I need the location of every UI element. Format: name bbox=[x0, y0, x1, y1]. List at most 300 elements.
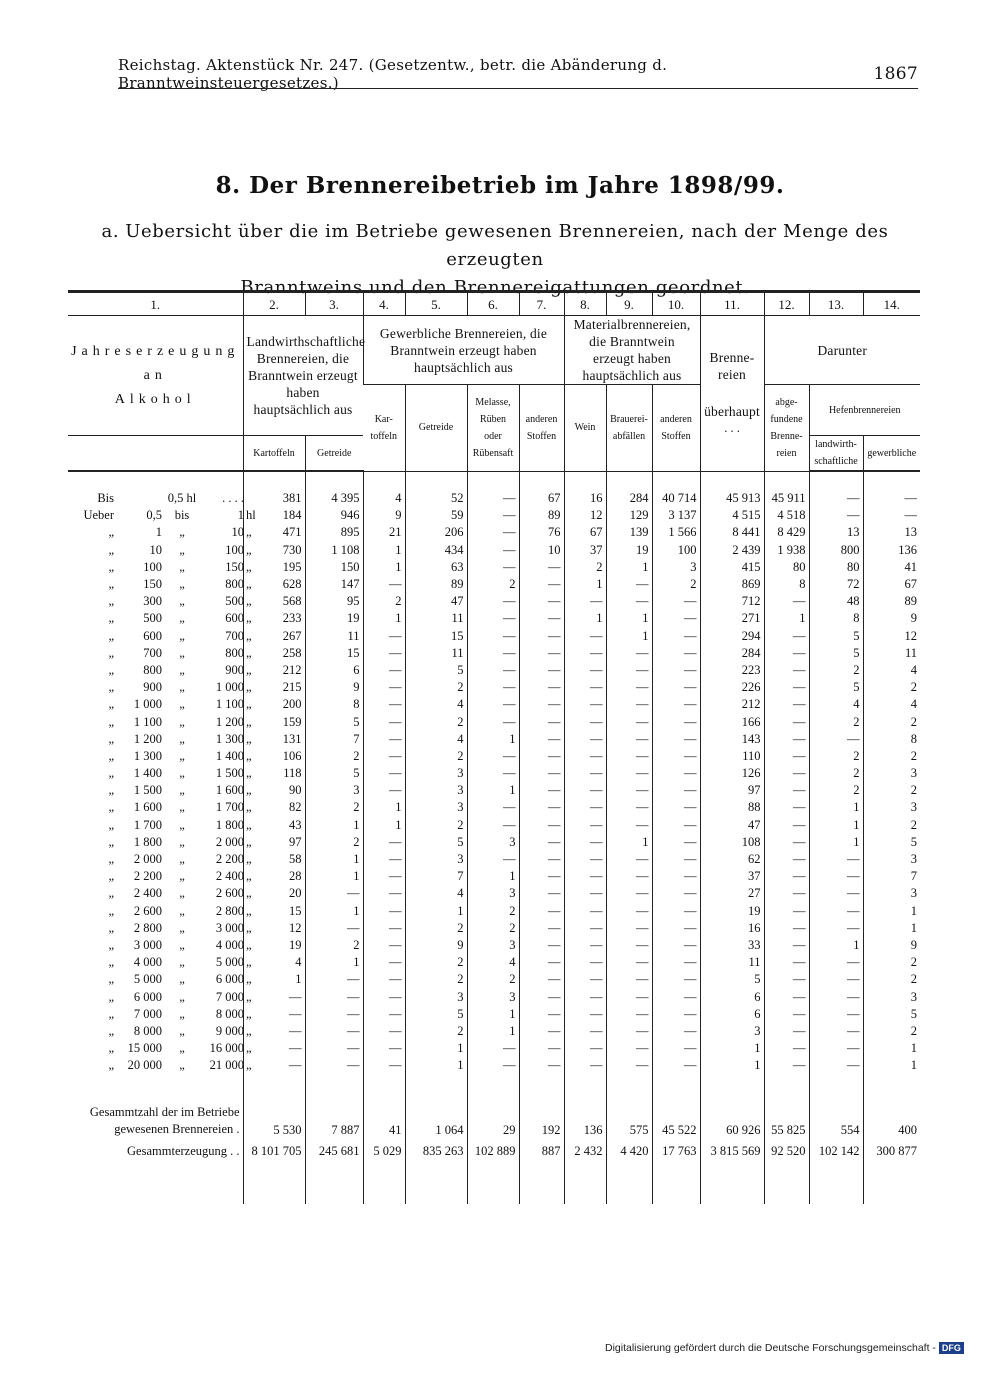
totals-count-cell: 1 064 bbox=[405, 1104, 467, 1138]
range-to: 1 500 bbox=[215, 766, 244, 781]
table-cell: 19 bbox=[606, 542, 652, 559]
table-cell: 2 bbox=[405, 748, 467, 765]
table-cell: — bbox=[564, 817, 606, 834]
table-cell: — bbox=[519, 1023, 564, 1040]
table-cell: — bbox=[606, 748, 652, 765]
totals-production-label: Gesammterzeugung . . bbox=[127, 1143, 240, 1158]
table-row bbox=[68, 593, 920, 610]
spacer-row bbox=[68, 1074, 920, 1104]
table-cell: 4 bbox=[405, 696, 467, 713]
range-unit: „ bbox=[246, 594, 252, 609]
range-to: 2 600 bbox=[215, 886, 244, 901]
section-title: 8. Der Brennereibetrieb im Jahre 1898/99. bbox=[215, 172, 785, 199]
range-from: 2 000 bbox=[133, 852, 162, 867]
table-cell: 2 bbox=[405, 971, 467, 988]
range-to: 500 bbox=[225, 594, 244, 609]
range-unit: „ bbox=[246, 937, 252, 952]
table-cell: 166 bbox=[700, 713, 764, 730]
column-number: 3. bbox=[305, 292, 363, 316]
tail-cell bbox=[363, 1164, 405, 1204]
spacer-cell bbox=[243, 1074, 305, 1104]
table-cell: 108 bbox=[700, 834, 764, 851]
column-number-row bbox=[68, 292, 920, 316]
table-cell: 2 bbox=[363, 593, 405, 610]
table-cell: 223 bbox=[700, 662, 764, 679]
range-mid: „ bbox=[179, 645, 185, 660]
table-cell: — bbox=[652, 713, 700, 730]
table-cell: 3 bbox=[405, 988, 467, 1005]
table-cell: — bbox=[305, 971, 363, 988]
totals-count-cell: 5 530 bbox=[243, 1104, 305, 1138]
table-cell: 9 bbox=[863, 937, 920, 954]
range-mid: „ bbox=[179, 559, 185, 574]
range-to: 1 300 bbox=[215, 731, 244, 746]
range-unit: „ bbox=[246, 1041, 252, 1056]
tail-cell bbox=[606, 1164, 652, 1204]
table-cell: — bbox=[606, 851, 652, 868]
table-cell: 12 bbox=[564, 507, 606, 524]
table-cell: — bbox=[652, 920, 700, 937]
totals-count-label: Gesammtzahl der im Betriebe gewesenen Brennereien . bbox=[89, 1105, 240, 1137]
totals-production-cell: 4 420 bbox=[606, 1138, 652, 1164]
table-cell: — bbox=[467, 679, 519, 696]
range-to: 150 bbox=[225, 559, 244, 574]
range-mid: „ bbox=[179, 869, 185, 884]
range-to: 21 000 bbox=[209, 1058, 244, 1073]
range-prefix: „ bbox=[108, 886, 114, 901]
table-cell: 1 bbox=[700, 1040, 764, 1057]
table-cell: — bbox=[305, 920, 363, 937]
table-cell: — bbox=[606, 954, 652, 971]
table-cell: 11 bbox=[405, 645, 467, 662]
table-cell: — bbox=[809, 988, 863, 1005]
table-cell: — bbox=[652, 679, 700, 696]
table-cell: — bbox=[363, 731, 405, 748]
range-prefix: „ bbox=[108, 714, 114, 729]
table-cell: — bbox=[519, 696, 564, 713]
totals-count-cell: 41 bbox=[363, 1104, 405, 1138]
table-cell: 1 bbox=[467, 1023, 519, 1040]
range-to: 1 700 bbox=[215, 800, 244, 815]
range-to: 1 100 bbox=[215, 697, 244, 712]
tail-row bbox=[68, 1164, 920, 1204]
table-cell: — bbox=[519, 748, 564, 765]
table-cell: 5 bbox=[305, 765, 363, 782]
range-mid: „ bbox=[179, 1006, 185, 1021]
table-cell: — bbox=[243, 988, 305, 1005]
range-unit: „ bbox=[246, 800, 252, 815]
table-cell: 40 714 bbox=[652, 471, 700, 507]
range-unit: „ bbox=[246, 989, 252, 1004]
range-mid: „ bbox=[179, 817, 185, 832]
table-cell: — bbox=[764, 782, 809, 799]
table-cell: 89 bbox=[863, 593, 920, 610]
range-prefix: „ bbox=[108, 903, 114, 918]
tail-cell bbox=[700, 1164, 764, 1204]
spacer-cell bbox=[467, 1074, 519, 1104]
table-cell: — bbox=[764, 920, 809, 937]
table-cell: 6 bbox=[700, 1006, 764, 1023]
range-prefix: „ bbox=[108, 577, 114, 592]
table-cell: — bbox=[519, 851, 564, 868]
table-cell: — bbox=[764, 1023, 809, 1040]
range-prefix: „ bbox=[108, 817, 114, 832]
table-cell: — bbox=[363, 834, 405, 851]
table-cell: 5 bbox=[305, 713, 363, 730]
spacer-cell bbox=[652, 1074, 700, 1104]
header-darunter: Darunter bbox=[764, 316, 920, 385]
table-cell: — bbox=[363, 628, 405, 645]
table-cell: — bbox=[606, 1057, 652, 1074]
table-cell: 67 bbox=[863, 576, 920, 593]
range-to: 6 000 bbox=[215, 972, 244, 987]
table-row bbox=[68, 524, 920, 541]
range-prefix: „ bbox=[108, 955, 114, 970]
table-row bbox=[68, 696, 920, 713]
table-cell: — bbox=[809, 1023, 863, 1040]
table-cell: — bbox=[363, 713, 405, 730]
table-row bbox=[68, 679, 920, 696]
table-cell: 284 bbox=[606, 471, 652, 507]
table-cell: 1 bbox=[863, 1040, 920, 1057]
table-cell: 2 bbox=[652, 576, 700, 593]
range-label bbox=[68, 971, 252, 988]
range-from: 1 500 bbox=[133, 783, 162, 798]
table-cell: — bbox=[564, 748, 606, 765]
table-cell: 1 bbox=[363, 542, 405, 559]
table-cell: 1 bbox=[863, 903, 920, 920]
table-cell: — bbox=[564, 713, 606, 730]
range-label bbox=[68, 713, 252, 730]
range-prefix: „ bbox=[108, 748, 114, 763]
table-cell: 159 bbox=[243, 713, 305, 730]
table-cell: — bbox=[606, 1023, 652, 1040]
table-cell: — bbox=[564, 731, 606, 748]
table-cell: — bbox=[519, 645, 564, 662]
table-cell: — bbox=[564, 765, 606, 782]
table-cell: — bbox=[764, 662, 809, 679]
table-cell: 43 bbox=[243, 817, 305, 834]
range-mid: 0,5 hl bbox=[167, 491, 197, 506]
table-row bbox=[68, 713, 920, 730]
spacer-cell bbox=[606, 1074, 652, 1104]
header-gewerbliche: Gewerbliche Brennereien, die Branntwein erzeugt haben hauptsächlich aus bbox=[363, 316, 564, 385]
table-row bbox=[68, 748, 920, 765]
table-cell: 139 bbox=[606, 524, 652, 541]
table-cell: — bbox=[564, 628, 606, 645]
range-prefix: „ bbox=[108, 594, 114, 609]
table-cell: 3 bbox=[305, 782, 363, 799]
column-number: 6. bbox=[467, 292, 519, 316]
range-to: 5 000 bbox=[215, 955, 244, 970]
table-cell: 2 bbox=[863, 954, 920, 971]
totals-count-cell: 400 bbox=[863, 1104, 920, 1138]
table-row bbox=[68, 903, 920, 920]
header-jahr-line3: Alkohol bbox=[114, 391, 196, 407]
table-cell: 4 bbox=[863, 696, 920, 713]
range-label bbox=[68, 507, 256, 524]
table-cell: 95 bbox=[305, 593, 363, 610]
totals-production-cell: 92 520 bbox=[764, 1138, 809, 1164]
range-from: 1 bbox=[155, 525, 162, 540]
table-cell: 271 bbox=[700, 610, 764, 627]
table-cell: — bbox=[809, 1040, 863, 1057]
range-label bbox=[68, 782, 252, 799]
table-cell: — bbox=[519, 971, 564, 988]
table-cell: 5 bbox=[863, 834, 920, 851]
table-cell: 88 bbox=[700, 799, 764, 816]
range-prefix: „ bbox=[108, 1041, 114, 1056]
column-number: 10. bbox=[652, 292, 700, 316]
range-mid: „ bbox=[179, 783, 185, 798]
tail-cell bbox=[764, 1164, 809, 1204]
table-cell: 4 bbox=[863, 662, 920, 679]
totals-production-row bbox=[68, 1138, 920, 1164]
totals-production-cell: 8 101 705 bbox=[243, 1138, 305, 1164]
table-cell: 8 bbox=[863, 731, 920, 748]
range-label bbox=[68, 645, 252, 662]
table-cell: — bbox=[519, 868, 564, 885]
table-cell: — bbox=[606, 576, 652, 593]
table-cell: 1 bbox=[305, 817, 363, 834]
table-cell: 89 bbox=[519, 507, 564, 524]
totals-count-cell: 554 bbox=[809, 1104, 863, 1138]
table-cell: — bbox=[519, 576, 564, 593]
range-to: 2 000 bbox=[215, 834, 244, 849]
table-cell: 21 bbox=[363, 524, 405, 541]
range-unit: „ bbox=[246, 645, 252, 660]
table-cell: 2 bbox=[809, 765, 863, 782]
range-label bbox=[68, 903, 252, 920]
table-cell: — bbox=[564, 903, 606, 920]
table-cell: 4 395 bbox=[305, 471, 363, 507]
spacer-cell bbox=[519, 1074, 564, 1104]
range-unit: „ bbox=[246, 1023, 252, 1038]
table-cell: 2 bbox=[809, 713, 863, 730]
tail-cell bbox=[305, 1164, 363, 1204]
table-cell: — bbox=[606, 1006, 652, 1023]
table-cell: 37 bbox=[700, 868, 764, 885]
table-row bbox=[68, 731, 920, 748]
table-cell: — bbox=[519, 731, 564, 748]
table-cell: 1 bbox=[405, 1057, 467, 1074]
range-unit: „ bbox=[246, 748, 252, 763]
range-unit: „ bbox=[246, 525, 252, 540]
range-to: 700 bbox=[225, 628, 244, 643]
range-to: 100 bbox=[225, 542, 244, 557]
table-cell: 5 bbox=[863, 1006, 920, 1023]
table-cell: 1 108 bbox=[305, 542, 363, 559]
spacer-cell bbox=[700, 1074, 764, 1104]
table-cell: — bbox=[764, 593, 809, 610]
table-cell: 11 bbox=[405, 610, 467, 627]
table-cell: — bbox=[519, 628, 564, 645]
totals-production-cell: 102 142 bbox=[809, 1138, 863, 1164]
table-cell: — bbox=[764, 1057, 809, 1074]
range-mid: „ bbox=[179, 542, 185, 557]
range-label bbox=[68, 868, 252, 885]
table-cell: — bbox=[652, 748, 700, 765]
table-cell: 6 bbox=[700, 988, 764, 1005]
table-cell: 12 bbox=[243, 920, 305, 937]
table-cell: 1 bbox=[363, 559, 405, 576]
range-label bbox=[68, 817, 252, 834]
table-cell: 7 bbox=[305, 731, 363, 748]
range-label bbox=[68, 679, 252, 696]
table-cell: — bbox=[564, 679, 606, 696]
range-unit: „ bbox=[246, 1006, 252, 1021]
table-cell: 2 bbox=[405, 1023, 467, 1040]
table-cell: 1 bbox=[606, 610, 652, 627]
table-cell: 147 bbox=[305, 576, 363, 593]
table-cell: — bbox=[305, 1023, 363, 1040]
table-cell: — bbox=[363, 576, 405, 593]
table-cell: — bbox=[519, 610, 564, 627]
column-number: 5. bbox=[405, 292, 467, 316]
range-prefix: „ bbox=[108, 628, 114, 643]
table-cell: — bbox=[564, 954, 606, 971]
range-prefix: „ bbox=[108, 662, 114, 677]
header-materialbrennereien: Materialbrennereien, die Branntwein erzeugt haben hauptsächlich aus bbox=[564, 316, 700, 385]
table-cell: — bbox=[606, 799, 652, 816]
table-cell: — bbox=[809, 1057, 863, 1074]
spacer-cell bbox=[363, 1074, 405, 1104]
range-to: 7 000 bbox=[215, 989, 244, 1004]
table-cell: 4 bbox=[467, 954, 519, 971]
table-cell: 5 bbox=[809, 628, 863, 645]
totals-count-cell: 60 926 bbox=[700, 1104, 764, 1138]
table-cell: — bbox=[363, 662, 405, 679]
table-cell: 82 bbox=[243, 799, 305, 816]
range-label bbox=[68, 628, 252, 645]
range-label bbox=[68, 559, 252, 576]
totals-production-cell: 3 815 569 bbox=[700, 1138, 764, 1164]
header-landwirthschaftliche: Landwirthschaftliche Brennereien, die Branntwein erzeugt haben hauptsächlich aus bbox=[243, 316, 363, 436]
subtitle-prefix: a. bbox=[101, 221, 120, 242]
table-cell: 1 bbox=[405, 903, 467, 920]
table-cell: — bbox=[363, 782, 405, 799]
totals-count-cell: 575 bbox=[606, 1104, 652, 1138]
table-cell: 2 bbox=[305, 937, 363, 954]
table-cell: — bbox=[764, 628, 809, 645]
table-cell: — bbox=[652, 885, 700, 902]
range-unit: „ bbox=[246, 680, 252, 695]
range-to: 1 bbox=[237, 508, 244, 523]
range-unit: „ bbox=[246, 852, 252, 867]
tail-cell bbox=[863, 1164, 920, 1204]
table-cell: 215 bbox=[243, 679, 305, 696]
range-from: 2 800 bbox=[133, 920, 162, 935]
header-landw-getreide: Getreide bbox=[305, 436, 363, 472]
table-cell: 3 bbox=[700, 1023, 764, 1040]
table-cell: — bbox=[652, 868, 700, 885]
table-cell: — bbox=[809, 954, 863, 971]
table-row bbox=[68, 610, 920, 627]
table-cell: 294 bbox=[700, 628, 764, 645]
table-cell: 118 bbox=[243, 765, 305, 782]
table-cell: 2 bbox=[467, 903, 519, 920]
table-cell: 20 bbox=[243, 885, 305, 902]
table-cell: 8 bbox=[305, 696, 363, 713]
table-cell: — bbox=[467, 610, 519, 627]
range-label bbox=[68, 1057, 252, 1074]
table-cell: — bbox=[243, 1023, 305, 1040]
table-cell: 1 bbox=[363, 799, 405, 816]
table-cell: 471 bbox=[243, 524, 305, 541]
range-mid: „ bbox=[179, 731, 185, 746]
table-cell: — bbox=[809, 507, 863, 524]
range-to: 1 600 bbox=[215, 783, 244, 798]
table-cell: 3 bbox=[467, 834, 519, 851]
header-landw-kartoffeln: Kartoffeln bbox=[243, 436, 305, 472]
range-unit: „ bbox=[246, 886, 252, 901]
header-jahr-line1: Jahreserzeugung bbox=[71, 343, 240, 359]
range-mid: „ bbox=[179, 937, 185, 952]
table-cell: 13 bbox=[809, 524, 863, 541]
range-unit: „ bbox=[246, 559, 252, 574]
range-mid: „ bbox=[179, 766, 185, 781]
table-cell: 1 bbox=[764, 610, 809, 627]
table-cell: 45 913 bbox=[700, 471, 764, 507]
table-cell: 97 bbox=[700, 782, 764, 799]
statistics-table bbox=[68, 290, 920, 1204]
range-mid: „ bbox=[179, 989, 185, 1004]
table-cell: — bbox=[606, 937, 652, 954]
range-to: 1 200 bbox=[215, 714, 244, 729]
table-cell: — bbox=[363, 696, 405, 713]
table-cell: — bbox=[809, 868, 863, 885]
table-cell: 9 bbox=[863, 610, 920, 627]
table-cell: 4 bbox=[405, 885, 467, 902]
range-from: 4 000 bbox=[133, 955, 162, 970]
range-from: 7 000 bbox=[133, 1006, 162, 1021]
table-cell: — bbox=[652, 851, 700, 868]
range-to: 800 bbox=[225, 645, 244, 660]
table-cell: — bbox=[363, 903, 405, 920]
table-cell: — bbox=[467, 645, 519, 662]
table-cell: — bbox=[467, 1040, 519, 1057]
table-row bbox=[68, 799, 920, 816]
range-to: 800 bbox=[225, 577, 244, 592]
range-mid: „ bbox=[179, 748, 185, 763]
spacer-cell bbox=[564, 1074, 606, 1104]
table-cell: 110 bbox=[700, 748, 764, 765]
table-cell: 1 938 bbox=[764, 542, 809, 559]
table-cell: — bbox=[363, 1040, 405, 1057]
table-cell: — bbox=[363, 1023, 405, 1040]
table-cell: — bbox=[652, 954, 700, 971]
table-cell: — bbox=[652, 988, 700, 1005]
table-cell: 2 bbox=[467, 971, 519, 988]
range-from: 100 bbox=[143, 559, 162, 574]
table-cell: 1 bbox=[606, 559, 652, 576]
table-cell: — bbox=[764, 713, 809, 730]
table-cell: 2 bbox=[467, 576, 519, 593]
table-cell: — bbox=[564, 1006, 606, 1023]
table-cell: — bbox=[564, 645, 606, 662]
table-cell: 1 bbox=[305, 851, 363, 868]
table-cell: — bbox=[764, 868, 809, 885]
table-cell: 1 bbox=[305, 868, 363, 885]
table-cell: — bbox=[764, 971, 809, 988]
table-cell: 89 bbox=[405, 576, 467, 593]
table-cell: — bbox=[652, 1023, 700, 1040]
range-from: 0,5 bbox=[146, 508, 162, 523]
table-cell: 1 bbox=[606, 628, 652, 645]
table-cell: 19 bbox=[305, 610, 363, 627]
table-cell: — bbox=[363, 679, 405, 696]
range-prefix: „ bbox=[108, 611, 114, 626]
